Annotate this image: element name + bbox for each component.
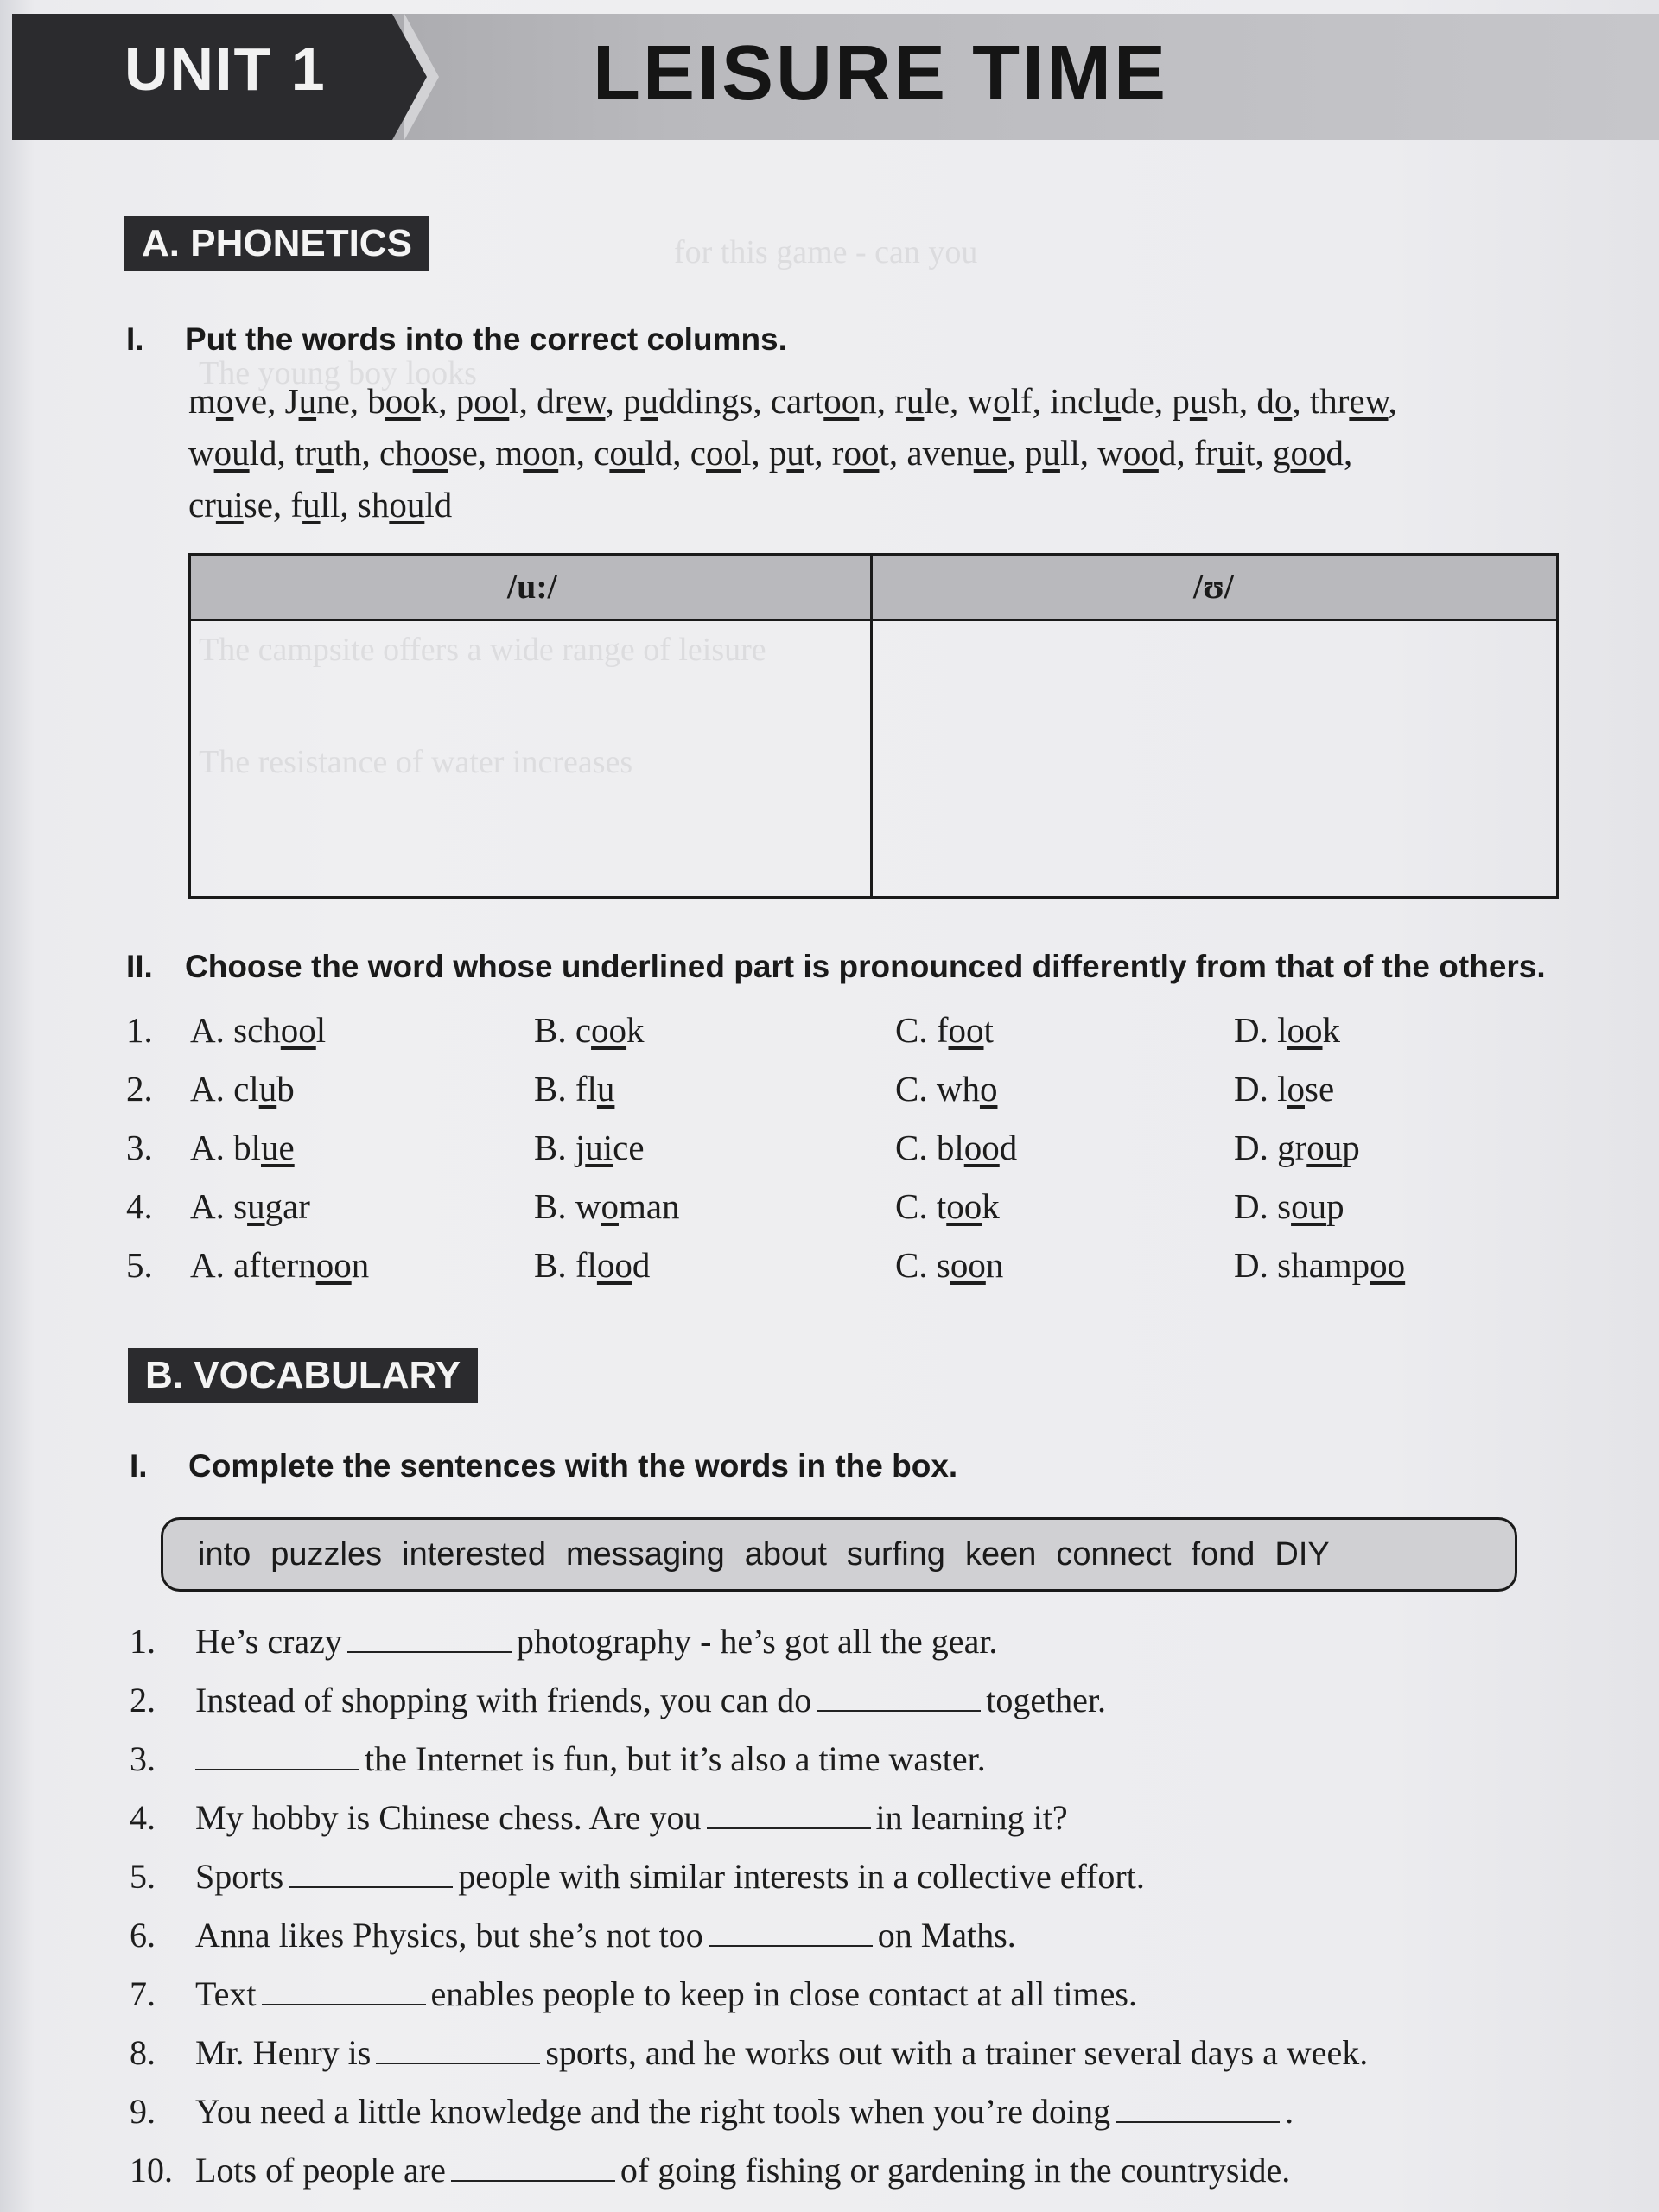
sentence-after: on Maths. — [877, 1916, 1016, 1955]
answer-blank[interactable] — [817, 1684, 981, 1712]
option-c[interactable]: C. took — [895, 1186, 1000, 1226]
sentence-after: photography - he’s got all the gear. — [516, 1622, 998, 1661]
item-number: 7. — [130, 1974, 156, 2013]
sentence-after: sports, and he works out with a trainer several days a week. — [545, 2033, 1369, 2072]
item-number: 6. — [130, 1916, 156, 1955]
option-a[interactable]: A. blue — [190, 1128, 295, 1167]
item-number: 10. — [130, 2151, 173, 2190]
sentence-before: Sports — [195, 1857, 284, 1896]
task-number: I. — [126, 321, 144, 357]
item-number: 9. — [130, 2092, 156, 2131]
sentence-item — [130, 1974, 1137, 2014]
show-through-text: The young boy looks — [199, 355, 477, 391]
sentence-before: You need a little knowledge and the right tools when you’re doing — [195, 2092, 1111, 2131]
show-through-text: The campsite offers a wide range of leisure — [199, 632, 766, 668]
sentence-item — [130, 1797, 1068, 1838]
list-item — [126, 1127, 1360, 1168]
sentence-after: enables people to keep in close contact at all times. — [430, 1974, 1137, 2013]
sound-columns-table — [188, 553, 1559, 899]
item-number: 1. — [130, 1622, 156, 1661]
option-c[interactable]: C. foot — [895, 1010, 994, 1050]
sentence-item — [130, 2091, 1294, 2132]
word: would, truth, choose, moon, could, cool, put, root, avenue, pull, wood, fruit, good, — [188, 433, 1353, 473]
answer-blank[interactable] — [347, 1625, 512, 1653]
answer-blank[interactable] — [262, 1978, 426, 2005]
sentence-item — [130, 1915, 1016, 1955]
sentence-before: Anna likes Physics, but she’s not too — [195, 1916, 703, 1955]
box-word: DIY — [1274, 1535, 1330, 1573]
option-a[interactable]: A. sugar — [190, 1186, 310, 1226]
item-number: 5. — [126, 1245, 153, 1285]
sentence-before: Text — [195, 1974, 257, 2013]
box-word: messaging — [566, 1535, 725, 1573]
unit-tab-arrow — [392, 14, 427, 140]
item-number: 2. — [130, 1681, 156, 1719]
box-word: surfing — [846, 1535, 945, 1573]
answer-blank[interactable] — [707, 1802, 871, 1829]
word: cruise, full, should — [188, 485, 453, 524]
show-through-text: for this game - can you — [674, 234, 978, 270]
box-word: fond — [1191, 1535, 1255, 1573]
list-item — [126, 1009, 1340, 1051]
sentence-item — [130, 1621, 997, 1662]
vocabulary-task1-heading — [130, 1448, 957, 1484]
item-number: 4. — [130, 1798, 156, 1837]
option-b[interactable]: B. flood — [534, 1245, 651, 1285]
option-b[interactable]: B. cook — [534, 1010, 645, 1050]
option-c[interactable]: C. blood — [895, 1128, 1018, 1167]
option-a[interactable]: A. club — [190, 1069, 295, 1109]
option-c[interactable]: C. soon — [895, 1245, 1004, 1285]
sentence-after: in learning it? — [875, 1798, 1068, 1837]
list-item — [126, 1068, 1335, 1109]
sentence-item — [130, 1680, 1106, 1720]
box-word: keen — [964, 1535, 1037, 1573]
task-instruction: Complete the sentences with the words in the box. — [188, 1448, 958, 1484]
option-d[interactable]: D. group — [1234, 1128, 1360, 1167]
option-b[interactable]: B. flu — [534, 1069, 615, 1109]
sentence-before: Lots of people are — [195, 2151, 446, 2190]
sentence-before: Instead of shopping with friends, you can do — [195, 1681, 812, 1719]
item-number: 1. — [126, 1010, 153, 1050]
section-vocabulary-label: B. VOCABULARY — [128, 1348, 478, 1403]
show-through-text: The resistance of water increases — [199, 744, 633, 780]
answer-blank[interactable] — [376, 2037, 540, 2064]
option-d[interactable]: D. lose — [1234, 1069, 1335, 1109]
sentence-after: people with similar interests in a collective effort. — [458, 1857, 1145, 1896]
answer-blank[interactable] — [195, 1743, 359, 1770]
option-d[interactable]: D. soup — [1234, 1186, 1344, 1226]
sentence-item — [130, 2032, 1368, 2073]
phonetics-task1-heading — [126, 321, 787, 358]
unit-title: LEISURE TIME — [593, 30, 1169, 117]
task-number: I. — [130, 1448, 148, 1484]
task-instruction: Put the words into the correct columns. — [185, 321, 787, 357]
option-d[interactable]: D. shampoo — [1234, 1245, 1406, 1285]
option-a[interactable]: A. school — [190, 1010, 327, 1050]
sentence-after: together. — [986, 1681, 1107, 1719]
option-d[interactable]: D. look — [1234, 1010, 1340, 1050]
item-number: 3. — [130, 1739, 156, 1778]
answer-blank[interactable] — [709, 1919, 873, 1947]
table-divider — [870, 556, 873, 896]
sentence-before: He’s crazy — [195, 1622, 342, 1661]
word-box — [161, 1517, 1517, 1592]
task-number: II. — [126, 949, 153, 984]
answer-blank[interactable] — [451, 2154, 615, 2182]
sentence-after: the Internet is fun, but it’s also a time waster. — [365, 1739, 986, 1778]
option-b[interactable]: B. woman — [534, 1186, 680, 1226]
item-number: 3. — [126, 1128, 153, 1167]
sentence-after: of going fishing or gardening in the countryside. — [620, 2151, 1291, 2190]
box-word: about — [744, 1535, 827, 1573]
answer-blank[interactable] — [289, 1860, 453, 1888]
unit-label: UNIT 1 — [124, 35, 327, 103]
option-b[interactable]: B. juice — [534, 1128, 645, 1167]
sentence-item — [130, 1738, 986, 1779]
section-phonetics-label: A. PHONETICS — [124, 216, 429, 271]
sentence-item — [130, 1856, 1145, 1897]
sentence-before: Mr. Henry is — [195, 2033, 372, 2072]
item-number: 8. — [130, 2033, 156, 2072]
option-c[interactable]: C. who — [895, 1069, 998, 1109]
sentence-after: . — [1285, 2092, 1294, 2131]
table-header-row — [191, 556, 1556, 621]
sentence-before: My hobby is Chinese chess. Are you — [195, 1798, 702, 1837]
box-word: into — [198, 1535, 251, 1573]
word: move, June, book, pool, drew, puddings, cartoon, rule, wolf, include, push, do, threw, — [188, 381, 1397, 421]
sentence-item — [130, 2150, 1290, 2190]
box-word: connect — [1056, 1535, 1172, 1573]
column-header-long-u: /u:/ — [507, 567, 557, 606]
option-a[interactable]: A. afternoon — [190, 1245, 370, 1285]
box-word: puzzles — [270, 1535, 383, 1573]
task-instruction: Choose the word whose underlined part is pronounced differently from that of the others. — [185, 949, 1546, 984]
answer-blank[interactable] — [1116, 2095, 1280, 2123]
list-item — [126, 1185, 1344, 1227]
phonetics-task2-heading — [126, 949, 1546, 985]
item-number: 5. — [130, 1857, 156, 1896]
item-number: 2. — [126, 1069, 153, 1109]
item-number: 4. — [126, 1186, 153, 1226]
column-header-short-u: /ʊ/ — [1193, 567, 1234, 606]
list-item — [126, 1244, 1406, 1286]
box-word: interested — [402, 1535, 547, 1573]
word-list — [188, 375, 1571, 531]
